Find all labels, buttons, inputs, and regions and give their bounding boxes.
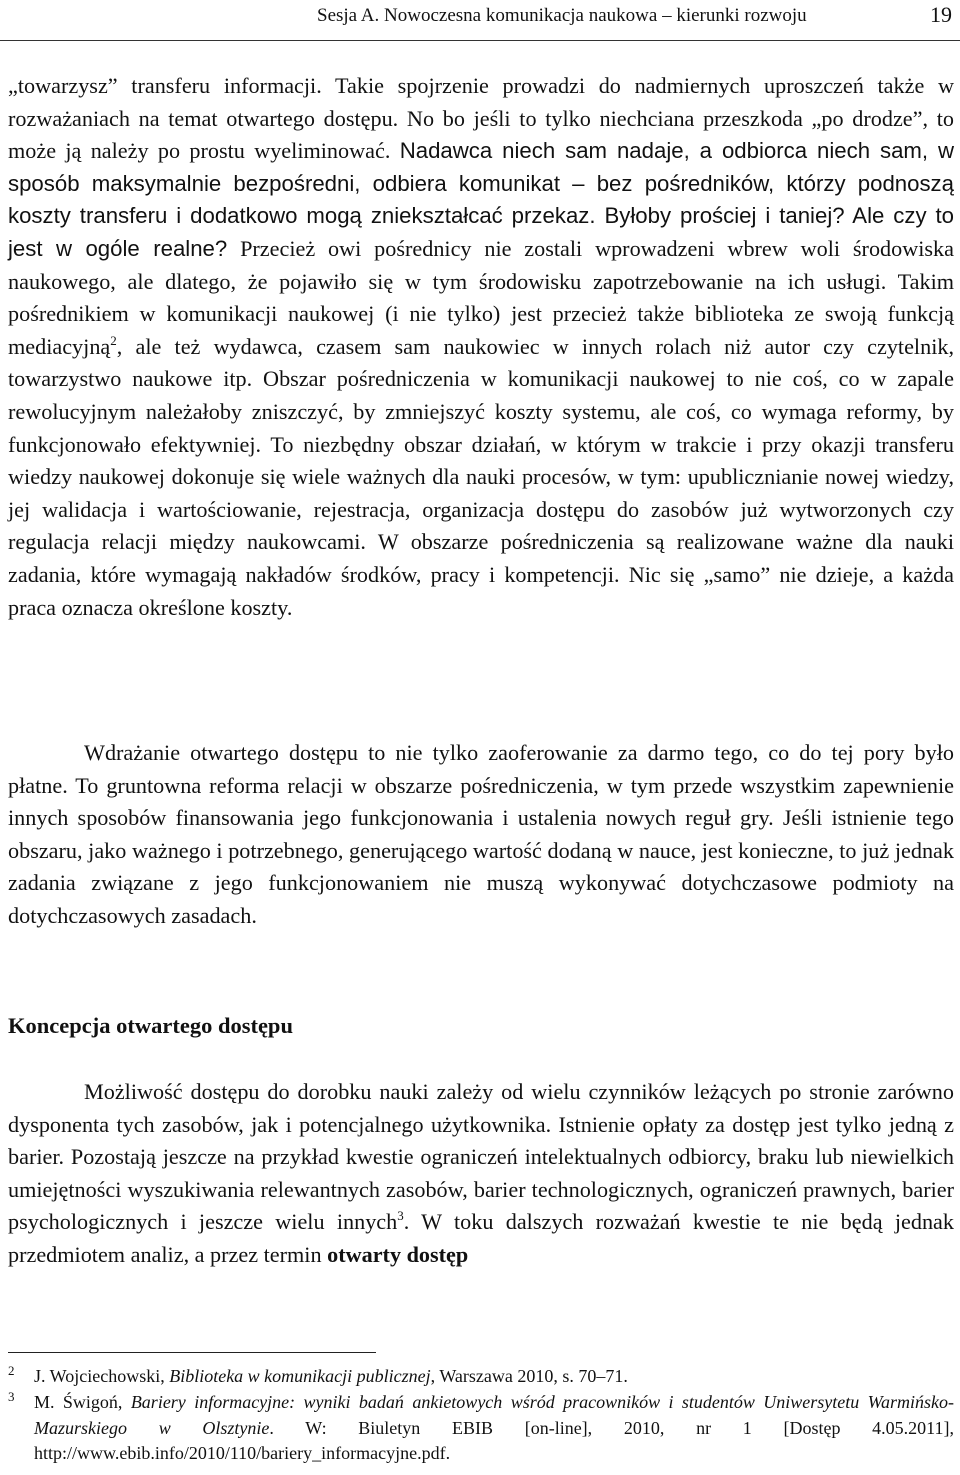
footnote-ref-2[interactable]: 2 — [110, 332, 117, 348]
running-header — [0, 0, 960, 41]
footnote-3 — [8, 1390, 954, 1467]
footnote-text: J. Wojciechowski, — [34, 1366, 170, 1386]
paragraph-2: Wdrażanie otwartego dostępu to nie tylko zaoferowanie za darmo tego, co do tej pory było płatne. To gruntowna reforma relacji w obszarze pośredniczenia, w tym przede wszystkim zapewnienie innych sposobów finansowania jego funkcjonowania i ustalenia nowych reguł gry. Jeśli istnienie tego obszaru, jako ważnego i potrzebnego, generującego wartość dodaną w nauce, jest konieczne, to już jednak zadania związane z jego funkcjonowaniem nie muszą wykonywać dotychczasowe podmioty na dotychczasowych zasadach. — [8, 740, 954, 928]
footnote-title: Biblioteka w komunikacji publicznej — [169, 1366, 431, 1386]
footnote-text: M. Świgoń, — [34, 1392, 131, 1412]
footnote-2 — [8, 1364, 954, 1390]
paragraph-3-part-b: . W toku dalszych rozważań kwestie te nie będą jednak przedmiotem analiz, a przez termin — [8, 1209, 954, 1267]
paragraph-3-part-a: Możliwość dostępu do dorobku nauki zależy od wielu czynników leżących po stronie zarówno dysponenta tych zasobów, jak i potencjalnego użytkownika. Istnienie opłaty za dostęp jest tylko jedną z barier. Pozostają jeszcze na przykład kwestie ograniczeń intelektualnych odbiorcy, braku lub niewielkich umiejętności wyszukiwania relewantnych zasobów, barier technologicznych, ograniczeń prawnych, barier psychologicznych i jeszcze wielu innych — [8, 1079, 954, 1235]
paragraph-1-part-a: „towarzysz” transferu informacji. Takie spojrzenie prowadzi do nadmiernych uproszczeń także w rozważaniach na temat otwartego dostępu. No bo jeśli to tylko niechciana przeszkoda „po drodze”, to może ją należy po prostu wyeliminować. — [8, 73, 954, 164]
paragraph-3 — [8, 1076, 954, 1272]
page-number: 19 — [930, 2, 952, 27]
paragraph-1-part-d: , ale też wydawca, czasem sam naukowiec w innych rolach niż autor czy czytelnik, towarzystwo naukowe itp. Obszar pośredniczenia w komunikacji naukowej to nie coś, co w zapale rewolucyjnym należałoby zniszczyć, by zmniejszyć koszty systemu, ale coś, co wymaga reformy, by funkcjonowało efektywniej. To niezbędny obszar działań, w którym w trakcie i przy okazji transferu wiedzy naukowej dokonuje się wiele ważnych dla nauki procesów, w tym: upublicznianie nowej wiedzy, jej walidacja i wartościowanie, rejestracja, organizacja dostępu do zasobów już wytworzonych czy regulacja relacji między naukowcami. W obszarze pośredniczenia są realizowane ważne dla nauki zadania, które wymagają nakładów środków, pracy i kompetencji. Nic się „samo” nie dzieje, a każda praca oznacza określone koszty. — [8, 333, 954, 620]
section-heading: Koncepcja otwartego dostępu — [8, 1013, 293, 1038]
term-open-access: otwarty dostęp — [327, 1241, 469, 1267]
footnote-number: 2 — [8, 1363, 15, 1378]
footnote-ref-3[interactable]: 3 — [397, 1208, 404, 1224]
footnote-text: . W: Biuletyn EBIB [on-line], 2010, nr 1 [Dostęp 4.05.2011], http://www.ebib.info/2010/110/bariery_informacyjne.pdf. — [34, 1417, 954, 1463]
paragraph-1-part-b: Nadawca niech sam nadaje, a odbiorca niech sam, w sposób maksymalnie bezpośredni, odbiera komunikat – bez pośredników, którzy podnoszą koszty transferu i dodatkowo mogą zniekształcać przekaz. Byłoby prościej i taniej? Ale czy to jest w ogóle realne? — [8, 138, 955, 261]
footnote-number: 3 — [8, 1389, 15, 1404]
paragraph-1-part-c: Przecież owi pośrednicy nie zostali wprowadzeni wbrew woli środowiska naukowego, ale dlatego, że pojawiło się w tym środowisku zapotrzebowanie na ich usługi. Takim pośrednikiem w komunikacji naukowej (i nie tylko) jest przecież także biblioteka ze swoją funkcją mediacyjną — [8, 235, 954, 359]
header-title: Sesja A. Nowoczesna komunikacja naukowa – kierunki rozwoju — [317, 5, 807, 26]
footnote-title: Bariery informacyjne: wyniki badań ankietowych wśród pracowników i studentów Uniwersytetu Warmińsko-Mazurskiego w Olsztynie — [34, 1392, 954, 1438]
footnote-separator — [8, 1352, 376, 1353]
paragraph-1 — [8, 70, 954, 624]
footnote-text: , Warszawa 2010, s. 70–71. — [430, 1366, 628, 1386]
